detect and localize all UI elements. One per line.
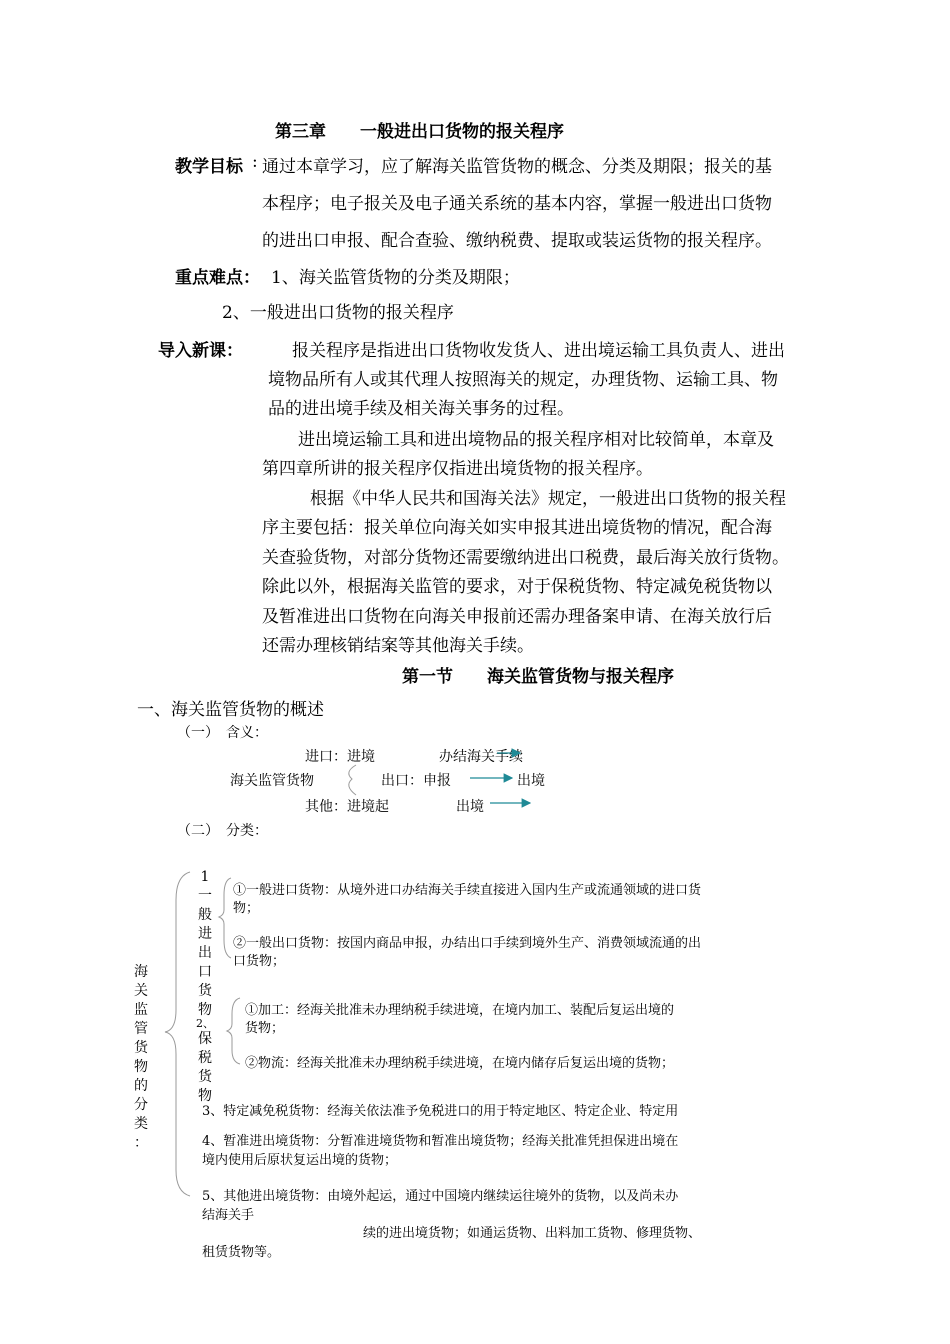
general-import-item-cont: 物； [233,901,260,916]
group1-brace [219,878,231,958]
section-title: 第一节 海关监管货物与报关程序 [402,667,674,687]
key-point-item: 2、一般进出口货物的报关程序 [222,303,454,323]
bonded-processing-item-cont: 货物； [245,1021,285,1036]
meaning-row-import-end: 办结海关手续 [439,749,523,765]
meaning-row-other-label: 其他：进境起 [305,799,389,815]
intro-line: 根据《中华人民共和国海关法》规定，一般进出口货物的报关程 [310,489,786,509]
bonded-logistics-item: ②物流：经海关批准未办理纳税手续进境，在境内储存后复运出境的货物； [245,1056,675,1071]
group2-brace [227,998,240,1064]
intro-line: 进出境运输工具和进出境物品的报关程序相对比较简单，本章及 [298,430,774,450]
intro-line: 品的进出境手续及相关海关事务的过程。 [268,399,574,419]
intro-line: 还需办理核销结案等其他海关手续。 [262,636,534,656]
meaning-row-import-label: 进口：进境 [305,749,375,765]
classification-heading: （二） 分类： [177,823,268,839]
temporary-goods-item-cont: 境内使用后原状复运出境的货物； [202,1153,398,1168]
meaning-row-export-end: 出境 [517,773,545,789]
key-points-label: 重点难点： [175,268,260,288]
meaning-heading: （一） 含义： [177,725,268,741]
meaning-root: 海关监管货物 [230,773,314,789]
other-goods-item: 5、其他进出境货物：由境外起运，通过中国境内继续运往境外的货物，以及尚未办 [202,1189,679,1204]
objectives-line: 通过本章学习，应了解海关监管货物的概念、分类及期限；报关的基 [262,157,772,177]
chapter-title: 第三章 一般进出口货物的报关程序 [275,122,564,142]
intro-line: 境物品所有人或其代理人按照海关的规定，办理货物、运输工具、物 [268,370,778,390]
bonded-processing-item: ①加工：经海关批准未办理纳税手续进境，在境内加工、装配后复运出境的 [245,1003,675,1018]
intro-line: 序主要包括：报关单位向海关如实申报其进出境货物的情况，配合海 [262,518,772,538]
general-export-item-cont: 口货物； [233,954,286,969]
intro-line: 第四章所讲的报关程序仅指进出境货物的报关程序。 [262,459,653,479]
general-import-item: ①一般进口货物：从境外进口办结海关手续直接进入国内生产或流通领域的进口货 [233,883,702,898]
meaning-row-other-end: 出境 [456,799,484,815]
key-point-item: 1、海关监管货物的分类及期限； [271,268,520,288]
objectives-line: 本程序；电子报关及电子通关系统的基本内容，掌握一般进出口货物 [262,194,772,214]
classification-root: 海 关 监 管 货 物 的 分 类 ： [134,964,148,1151]
classification-brace [165,872,190,1196]
specific-exemption-item: 3、特定减免税货物：经海关依法准予免税进口的用于特定地区、特定企业、特定用 [202,1104,679,1119]
objectives-label: 教学目标 [175,157,243,177]
group-bonded-goods: 2、 保 税 货 物 [196,1017,214,1104]
intro-line: 除此以外，根据海关监管的要求，对于保税货物、特定减免税货物以 [262,577,772,597]
general-export-item: ②一般出口货物：按国内商品申报，办结出口手续到境外生产、消费领域流通的出 [233,936,702,951]
other-goods-item-cont: 续的进出境货物；如通运货物、出料加工货物、修理货物、 [363,1226,702,1241]
intro-line: 报关程序是指进出口货物收发货人、进出境运输工具负责人、进出 [292,341,785,361]
meaning-row-export-label: 出口：申报 [381,773,451,789]
intro-line: 关查验货物，对部分货物还需要缴纳进出口税费，最后海关放行货物。 [262,548,789,568]
intro-line: 及暂准进出口货物在向海关申报前还需办理备案申请、在海关放行后 [262,607,772,627]
other-goods-item-cont: 结海关手 [202,1208,255,1223]
temporary-goods-item: 4、暂准进出境货物：分暂准进境货物和暂准出境货物；经海关批准凭担保进出境在 [202,1134,679,1149]
other-goods-item-cont: 租赁货物等。 [202,1245,281,1260]
group-general-goods: 1 一 般 进 出 口 货 物 [198,869,212,1018]
objectives-colon: : [252,152,258,172]
meaning-brace [349,765,356,795]
objectives-line: 的进出口申报、配合查验、缴纳税费、提取或装运货物的报关程序。 [262,231,772,251]
intro-label: 导入新课： [158,341,243,361]
overview-heading: 一、海关监管货物的概述 [137,700,324,720]
